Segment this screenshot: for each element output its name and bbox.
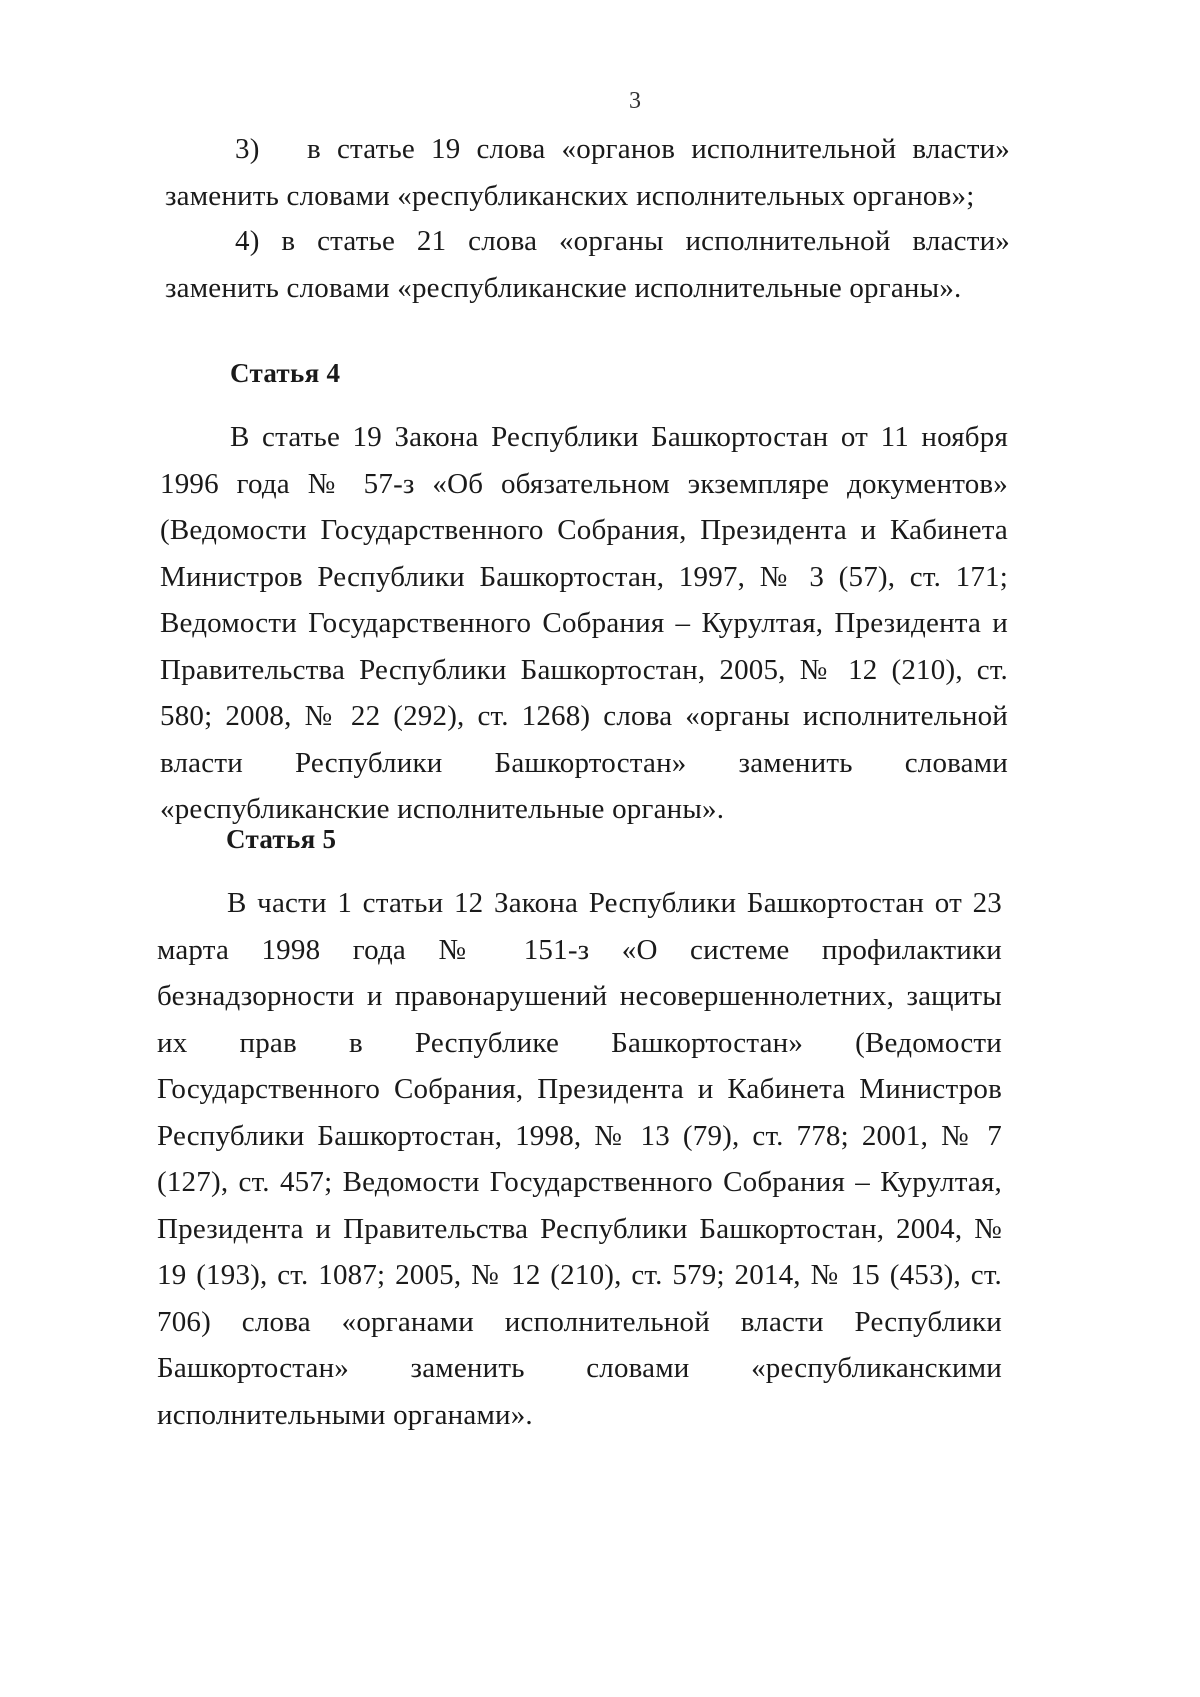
list-item-number: 4) (235, 225, 260, 257)
list-item-3 (165, 126, 1010, 219)
article-5-text: В части 1 статьи 12 Закона Республики Башкортостан от 23 марта 1998 года № 151-з «О системе профилактики безнадзорности и правонарушений несовершеннолетних, защиты их прав в Республике Башкортостан» (Ведомости Государственного Собрания, Президента и Кабинета Министров Республики Башкортостан, 1998, № 13 (79), ст. 778; 2001, № 7 (127), ст. 457; Ведомости Государственного Собрания – Курултая, Президента и Правительства Республики Башкортостан, 2004, № 19 (193), ст. 1087; 2005, № 12 (210), ст. 579; 2014, № 15 (453), ст. 706) слова «органами исполнительной власти Республики Башкортостан» заменить словами «республиканскими исполнительными органами». (157, 887, 1002, 1431)
list-item-number: 3) (235, 133, 260, 165)
list-item-text: в статье 21 слова «органы исполнительной власти» заменить словами «республиканские исполнительные органы». (165, 225, 1011, 304)
list-item-4 (165, 218, 1010, 311)
article-5-body (157, 880, 1002, 1438)
article-4-body (160, 414, 1008, 833)
article-4-heading: Статья 4 (230, 358, 341, 388)
article-5-heading: Статья 5 (226, 824, 337, 854)
list-item-text: в статье 19 слова «органов исполнительной власти» заменить словами «республиканских исполнительных органов»; (165, 133, 1010, 212)
page-number: 3 (629, 88, 641, 114)
article-4-text: В статье 19 Закона Республики Башкортостан от 11 ноября 1996 года № 57-з «Об обязательном экземпляре документов» (Ведомости Государственного Собрания, Президента и Кабинета Министров Республики Башкортостан, 1997, № 3 (57), ст. 171; Ведомости Государственного Собрания – Курултая, Президента и Правительства Республики Башкортостан, 2005, № 12 (210), ст. 580; 2008, № 22 (292), ст. 1268) слова «органы исполнительной власти Республики Башкортостан» заменить словами «республиканские исполнительные органы». (160, 421, 1008, 825)
